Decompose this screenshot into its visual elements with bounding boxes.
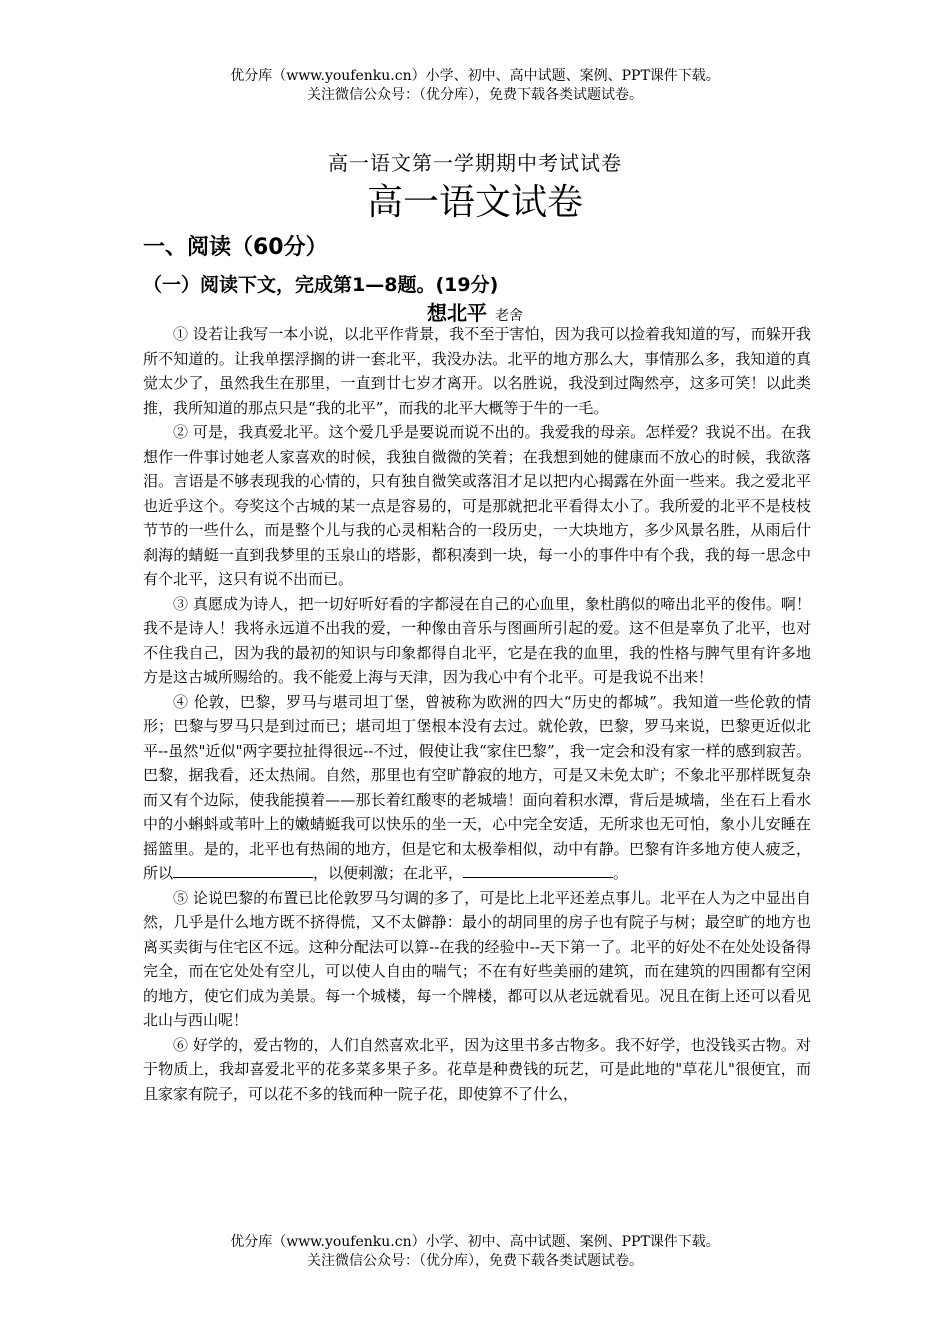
- article-title: 想北平: [427, 301, 487, 325]
- article-body: [143, 322, 811, 1106]
- exam-subtitle: 高一语文第一学期期中考试试卷: [328, 151, 622, 175]
- fill-blank-2[interactable]: [463, 862, 613, 878]
- paragraph-4-text: ④ 伦敦，巴黎，罗马与堪司坦丁堡，曾被称为欧洲的四大“历史的都城”。我知道一些伦敦的情形；巴黎与罗马只是到过而已；堪司坦丁堡根本没有去过。就伦敦，巴黎，罗马来说，巴黎更近似北平--虽然"近似"两字要拉扯得很远--不过，假使让我“家住巴黎”，我一定会和没有家一样的感到寂苦。巴黎，据我看，还太热闹。自然，那里也有空旷静寂的地方，可是又未免太旷；不象北平那样既复杂而又有个边际，使我能摸着——那长着红酸枣的老城墙！面向着积水潭，背后是城墙，坐在石上看水中的小蝌蚪或苇叶上的嫩蜻蜓我可以快乐的坐一天，心中完全安适，无所求也无可怕，象小儿安睡在摇篮里。是的，北平也有热闹的地方，但是它和太极拳相似，动中有静。巴黎有许多地方使人疲乏，所以: [143, 692, 811, 882]
- exam-title: 高一语文试卷: [366, 182, 583, 223]
- article-author: 老舍: [495, 308, 523, 324]
- page-footer: [0, 1233, 950, 1271]
- paragraph-5: ⑤ 论说巴黎的布置已比伦敦罗马匀调的多了，可是比上北平还差点事儿。北平在人为之中显出自然，几乎是什么地方既不挤得慌，又不太僻静：最小的胡同里的房子也有院子与树；最空旷的地方也离买卖街与住宅区不远。这种分配法可以算--在我的经验中--天下第一了。北平的好处不在处处设备得完全，而在它处处有空儿，可以使人自由的喘气；不在有好些美丽的建筑，而在建筑的四围都有空闲的地方，使它们成为美景。每一个城楼，每一个牌楼，都可以从老远就看见。况且在街上还可以看见北山与西山呢！: [143, 888, 811, 1029]
- subsection-heading: （一）阅读下文，完成第1—8题。(19分): [143, 274, 499, 296]
- paragraph-4: [143, 690, 811, 886]
- footer-line-1: 优分库（www.youfenku.cn）小学、初中、高中试题、案例、PPT课件下载。: [230, 1234, 720, 1250]
- paragraph-2: ② 可是，我真爱北平。这个爱几乎是要说而说不出的。我爱我的母亲。怎样爱？我说不出。在我想作一件事讨她老人家喜欢的时候，我独自微微的笑着；在我想到她的健康而不放心的时候，我欲落泪。言语是不够表现我的心情的，只有独自微笑或落泪才足以把内心揭露在外面一些来。我之爱北平也近乎这个。夸奖这个古城的某一点是容易的，可是那就把北平看得太小了。我所爱的北平不是枝枝节节的一些什么，而是整个儿与我的心灵相粘合的一段历史，一大块地方，多少风景名胜，从雨后什刹海的蜻蜓一直到我梦里的玉泉山的塔影，都积凑到一块，每一小的事件中有个我，我的每一思念中有个北平，这只有说不出而已。: [143, 423, 811, 588]
- paragraph-1: ① 设若让我写一本小说，以北平作背景，我不至于害怕，因为我可以捡着我知道的写，而躲开我所不知道的。让我单摆浮搁的讲一套北平，我没办法。北平的地方那么大，事情那么多，我知道的真觉太少了，虽然我生在那里，一直到廿七岁才离开。以名胜说，我没到过陶然亭，这多可笑！以此类推，我所知道的那点只是“我的北平”，而我的北平大概等于牛的一毛。: [143, 325, 811, 417]
- header-line-2: 关注微信公众号：（优分库），免费下载各类试题试卷。: [307, 87, 643, 103]
- header-line-1: 优分库（www.youfenku.cn）小学、初中、高中试题、案例、PPT课件下载。: [230, 68, 720, 84]
- paragraph-4-end: 。: [613, 864, 629, 882]
- paragraph-6: ⑥ 好学的，爱古物的，人们自然喜欢北平，因为这里书多古物多。我不好学，也没钱买古物。对于物质上，我却喜爱北平的花多菜多果子多。花草是种费钱的玩艺，可是此地的"草花儿"很便宜，而且家家有院子，可以花不多的钱而种一院子花，即使算不了什么，: [143, 1035, 811, 1103]
- fill-blank-1[interactable]: [173, 862, 313, 878]
- section-heading-reading: 一、阅读（60分）: [143, 235, 328, 260]
- footer-line-2: 关注微信公众号：（优分库），免费下载各类试题试卷。: [307, 1253, 643, 1269]
- paragraph-3: ③ 真愿成为诗人，把一切好听好看的字都浸在自己的心血里，象杜鹃似的啼出北平的俊伟。啊！我不是诗人！我将永远道不出我的爱，一种像由音乐与图画所引起的爱。这不但是辜负了北平，也对不住我自己，因为我的最初的知识与印象都得自北平，它是在我的血里，我的性格与脾气里有许多地方是这古城所赐给的。我不能爱上海与天津，因为我心中有个北平。可是我说不出来！: [143, 594, 811, 686]
- paragraph-4-mid: ，以便刺激；在北平，: [313, 864, 464, 882]
- page-header: [0, 67, 950, 105]
